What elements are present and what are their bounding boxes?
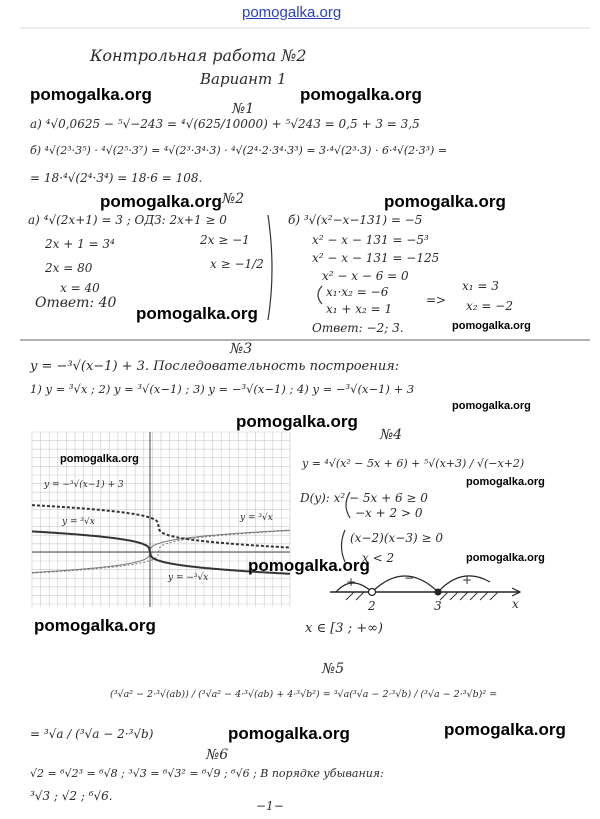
task4-domain-2: −x + 2 > 0	[355, 506, 423, 520]
point-3-closed	[435, 589, 442, 596]
variant: Вариант 1	[200, 70, 287, 88]
task4-domain-1: D(y): x² − 5x + 6 ≥ 0	[300, 491, 428, 505]
sign-plus-right: +	[462, 573, 473, 587]
watermark: pomogalka.org	[384, 192, 506, 211]
task2-b3: x² − x − 131 = −125	[312, 251, 440, 265]
task1-line-a: а) ⁴√0,0625 − ⁵√−243 = ⁴√(625/10000) + ⁵√243 = 0,5 + 3 = 3,5	[30, 117, 420, 131]
watermark: pomogalka.org	[466, 552, 545, 564]
watermark: pomogalka.org	[466, 476, 545, 488]
watermark: pomogalka.org	[236, 412, 358, 431]
task2-a7: Ответ: 40	[35, 295, 117, 311]
watermark: pomogalka.org	[300, 85, 422, 104]
sign-plus-left: +	[346, 575, 357, 589]
task4-domain-3: (x−2)(x−3) ≥ 0	[350, 531, 443, 545]
task1-line-b: б) ⁴√(2³·3⁵) · ⁴√(2⁵·3⁷) = ⁴√(2³·3⁴·3) · ⁴√(2⁴·2·3⁴·3³) = 3·⁴√(2³·3) · 6·⁴√(2·3³) =	[30, 144, 448, 157]
tick-2: 2	[368, 599, 376, 613]
task2-b4: x² − x − 6 = 0	[322, 269, 409, 283]
task1-number: №1	[232, 101, 255, 117]
task4-number: №4	[380, 427, 403, 443]
task2-a1: а) ⁴√(2x+1) = 3 ; ОДЗ: 2x+1 ≥ 0	[28, 213, 227, 227]
watermark: pomogalka.org	[444, 720, 566, 739]
page-number: −1−	[256, 799, 284, 813]
task2-system-brace	[318, 286, 322, 304]
watermark: pomogalka.org	[60, 453, 139, 465]
task2-a5: x ≥ −1/2	[210, 257, 264, 271]
task2-a2: 2x + 1 = 3⁴	[45, 237, 115, 251]
task3-line2: 1) y = ³√x ; 2) y = ³√(x−1) ; 3) y = −³√(x−1) ; 4) y = −³√(x−1) + 3	[30, 382, 415, 396]
task2-a3: 2x ≥ −1	[200, 233, 250, 247]
task6-number: №6	[206, 747, 229, 763]
watermark: pomogalka.org	[34, 616, 156, 635]
axis-x-label: x	[512, 597, 519, 611]
task5-line2: = ³√a / (³√a − 2·³√b)	[30, 727, 154, 741]
watermark: pomogalka.org	[100, 192, 222, 211]
watermark: pomogalka.org	[30, 85, 152, 104]
task5-number: №5	[322, 661, 345, 677]
title: Контрольная работа №2	[90, 46, 307, 65]
task4-domain-4: x < 2	[362, 551, 395, 565]
task6-line1: √2 = ⁶√2³ = ⁶√8 ; ³√3 = ⁶√3² = ⁶√9 ; ⁶√6 ; В порядке убывания:	[30, 767, 384, 780]
watermark: pomogalka.org	[452, 320, 531, 332]
task2-b10: Ответ: −2; 3.	[312, 321, 404, 335]
graph-label-shifted: y = −³√(x−1) + 3	[44, 480, 124, 490]
task2-b8: x₁ = 3	[462, 279, 499, 293]
watermark: pomogalka.org	[136, 304, 258, 323]
task2-a6: x = 40	[60, 281, 100, 295]
point-2-open	[369, 589, 376, 596]
watermark: pomogalka.org	[452, 400, 531, 412]
graph-label-cuberoot-left: y = ³√x	[62, 517, 95, 527]
watermark: pomogalka.org	[248, 556, 370, 575]
task3-number: №3	[230, 341, 253, 357]
task2-b9: x₂ = −2	[466, 299, 513, 313]
task3-line1: y = −³√(x−1) + 3. Последовательность построения:	[30, 359, 400, 374]
graph-label-neg-cuberoot: y = −³√x	[168, 573, 209, 583]
task4-answer: x ∈ [3 ; +∞)	[305, 621, 383, 636]
task5-line1: (³√a² − 2·³√(ab)) / (³√a² − 4·³√(ab) + 4·³√b²) = ³√a(³√a − 2·³√b) / (³√a − 2·³√b)² =	[110, 689, 498, 700]
task4-equation: y = ⁴√(x² − 5x + 6) + ⁵√(x+3) / √(−x+2)	[302, 457, 525, 470]
task2-b2: x² − x − 131 = −5³	[312, 233, 429, 247]
tick-3: 3	[434, 599, 442, 613]
task2-number: №2	[222, 191, 245, 207]
task2-divider-bracket	[268, 215, 272, 320]
watermark: pomogalka.org	[228, 724, 350, 743]
task2-b7: =>	[426, 293, 447, 307]
task2-a4: 2x = 80	[45, 261, 93, 275]
task6-line2: ³√3 ; √2 ; ⁶√6.	[30, 789, 113, 803]
task2-b1: б) ³√(x²−x−131) = −5	[288, 213, 423, 227]
task2-b6: x₁ + x₂ = 1	[326, 302, 393, 316]
task1-line-c: = 18·⁴√(2⁴·3⁴) = 18·6 = 108.	[30, 171, 203, 185]
sign-minus: −	[404, 571, 415, 585]
task2-b5: x₁·x₂ = −6	[326, 285, 389, 299]
graph-label-cuberoot-right: y = ³√x	[240, 513, 273, 523]
site-header-link[interactable]: pomogalka.org	[242, 4, 342, 21]
